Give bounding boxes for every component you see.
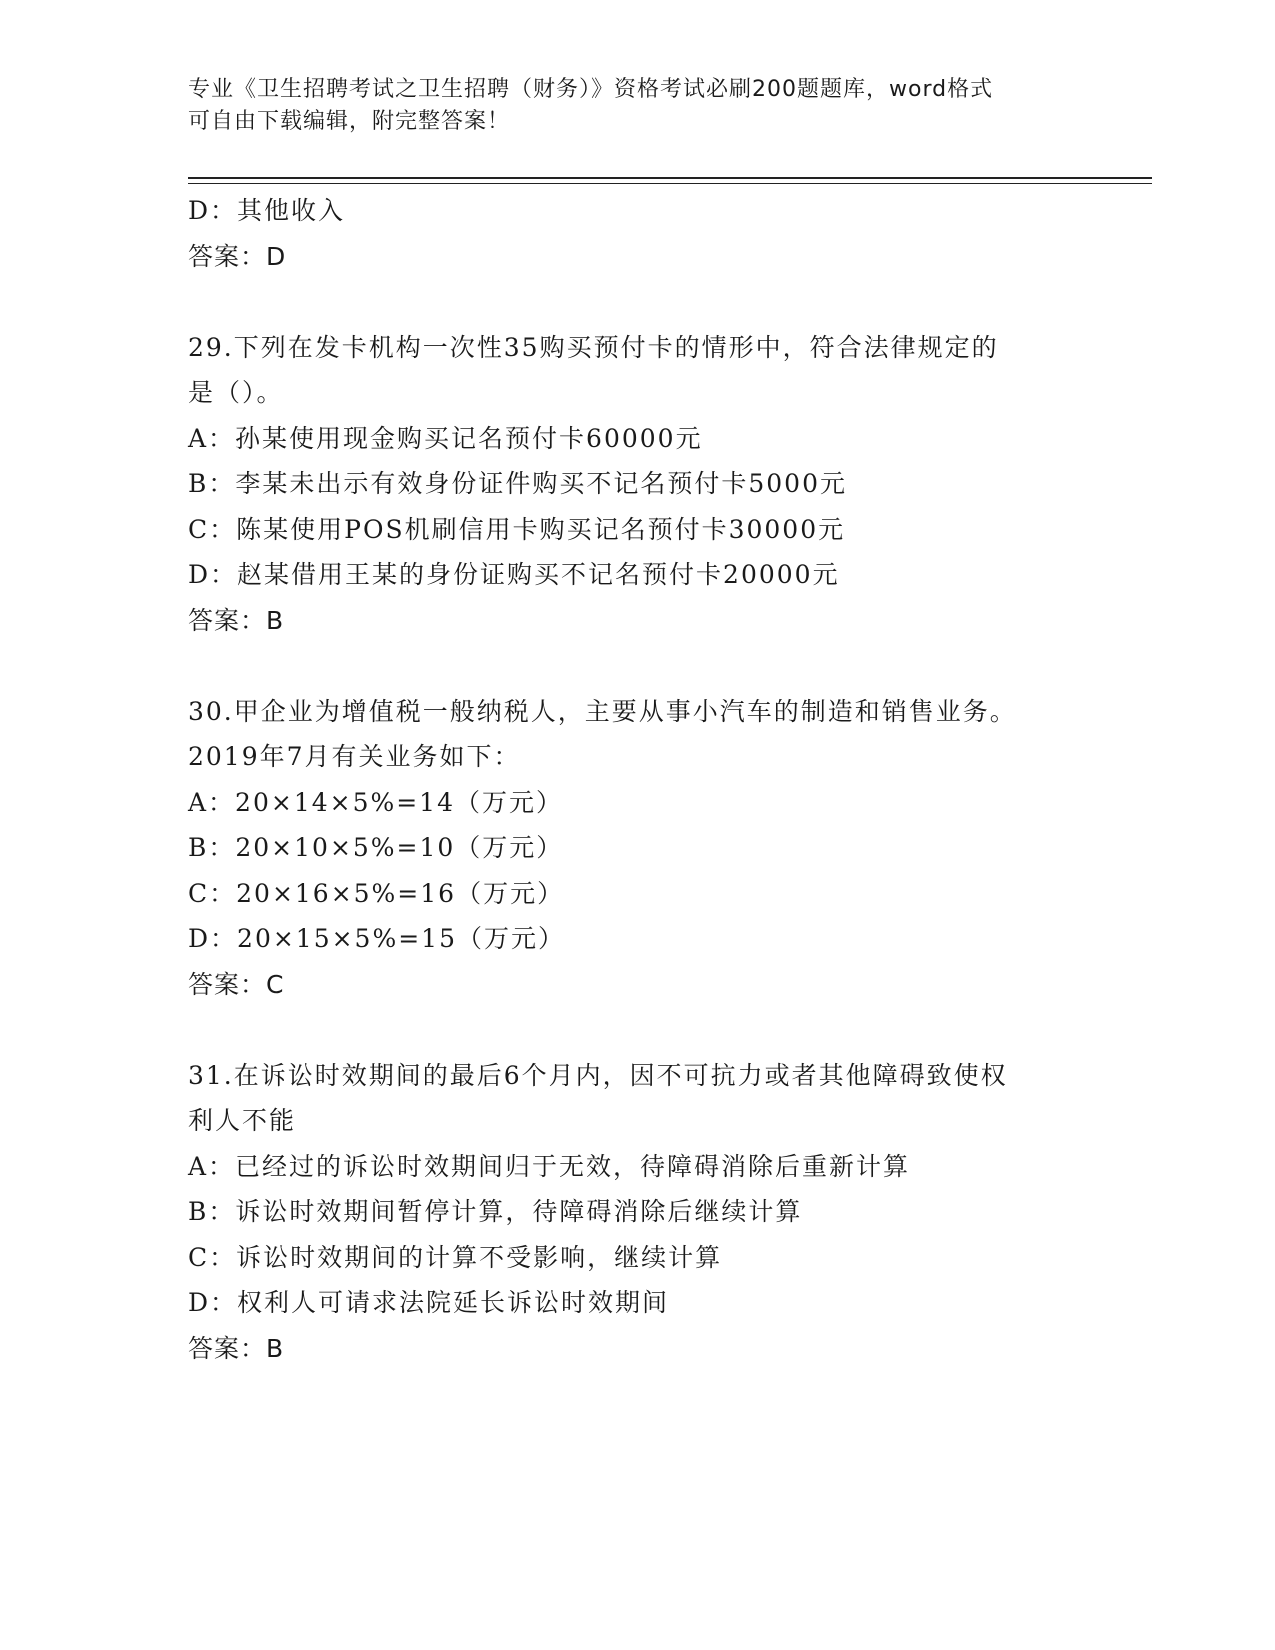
spacer (188, 279, 1108, 325)
question-stem-continued: 利人不能 (188, 1106, 297, 1135)
question-stem: 31.在诉讼时效期间的最后6个月内，因不可抗力或者其他障碍致使权 (188, 1060, 1008, 1090)
option-c: C：陈某使用POS机刷信用卡购买记名预付卡30000元 (188, 514, 846, 544)
option-a: A：已经过的诉讼时效期间归于无效，待障碍消除后重新计算 (188, 1151, 911, 1181)
spacer (188, 1007, 1108, 1053)
option-b: B：李某未出示有效身份证件购买不记名预付卡5000元 (188, 469, 847, 498)
option-d: D：权利人可请求法院延长诉讼时效期间 (188, 1288, 670, 1317)
option-d: D：赵某借用王某的身份证购买不记名预付卡20000元 (188, 560, 840, 589)
answer: 答案：D (188, 241, 287, 271)
answer: 答案：C (188, 969, 285, 999)
document-body (188, 188, 1108, 1371)
question-30 (188, 689, 1108, 1008)
answer: 答案：B (188, 1333, 285, 1363)
option-b: B：诉讼时效期间暂停计算，待障碍消除后继续计算 (188, 1197, 803, 1226)
question-28-tail (188, 188, 1108, 279)
document-header (188, 74, 1088, 138)
option-a: A：20×14×5%=14（万元） (188, 787, 563, 817)
option-a: A：孙某使用现金购买记名预付卡60000元 (188, 423, 703, 453)
option-c: C：诉讼时效期间的计算不受影响，继续计算 (188, 1242, 723, 1272)
header-line-2: 可自由下载编辑，附完整答案！ (188, 109, 511, 134)
spacer (188, 643, 1108, 689)
header-divider-thick (188, 177, 1152, 179)
question-stem: 30.甲企业为增值税一般纳税人，主要从事小汽车的制造和销售业务。 (188, 696, 1017, 726)
option-b: B：20×10×5%=10（万元） (188, 833, 564, 862)
question-stem-continued: 是（）。 (188, 378, 284, 407)
header-divider-thin (188, 183, 1152, 184)
question-31 (188, 1053, 1108, 1372)
question-stem: 29.下列在发卡机构一次性35购买预付卡的情形中，符合法律规定的 (188, 332, 999, 362)
option-d: D：其他收入 (188, 196, 346, 225)
option-d: D：20×15×5%=15（万元） (188, 924, 565, 953)
question-stem-continued: 2019年7月有关业务如下： (188, 742, 521, 771)
question-29 (188, 325, 1108, 644)
answer: 答案：B (188, 605, 285, 635)
header-line-1: 专业《卫生招聘考试之卫生招聘（财务）》资格考试必刷200题题库，word格式 (188, 77, 994, 102)
option-c: C：20×16×5%=16（万元） (188, 878, 565, 908)
